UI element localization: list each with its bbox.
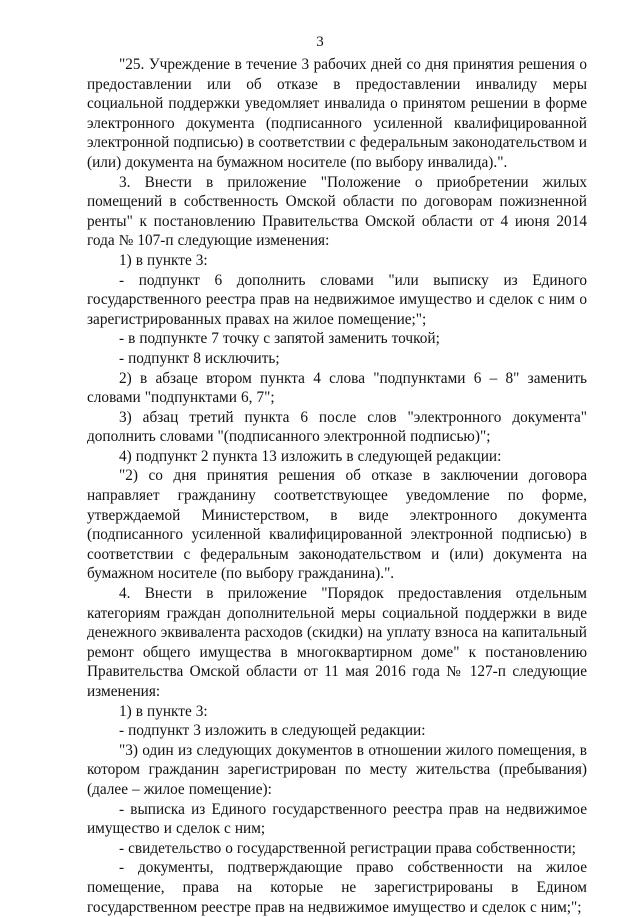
page-number: 3 <box>316 34 324 50</box>
paragraph-section-4-certificate: - свидетельство о государственной регистрации права собственности; <box>119 839 576 857</box>
paragraph-section-3-subpoint-8: - подпункт 8 исключить; <box>119 349 280 367</box>
paragraph-section-3-point-3: 3) абзац третий пункта 6 после слов "электронного документа" дополнить словами "(подписанного электронной подписью)"; <box>87 408 587 446</box>
paragraph-item-25-quote: "25. Учреждение в течение 3 рабочих дней со дня принятия решения о предоставлении или об отказе в предоставлении инвалиду меры социальной поддержки уведомляет инвалида о принятом решении в форме электронного документа (подписанного усиленной квалифицированной электронной подписью) в соответствии с федеральным законодательством и (или) документа на бумажном носителе (по выбору инвалида).". <box>87 56 587 171</box>
paragraph-section-4-intro: 4. Внести в приложение "Порядок предоставления отдельным категориям граждан дополнительной меры социальной поддержки в виде денежного эквивалента расходов (скидки) на уплату взноса на капитальный ремонт общего имущества в многоквартирном доме" к постановлению Правительства Омской области от 11 мая 2016 года № 127-п следующие изменения: <box>87 585 587 700</box>
paragraph-section-3-subpoint-7: - в подпункте 7 точку с запятой заменить точкой; <box>119 330 440 348</box>
paragraph-section-4-quote-3: "3) один из следующих документов в отношении жилого помещения, в котором гражданин зарегистрирован по месту жительства (пребывания) (далее – жилое помещение): <box>87 741 587 798</box>
paragraph-section-3-point-2: 2) в абзаце втором пункта 4 слова "подпунктами 6 – 8" заменить словами "подпунктами 6, 7"; <box>87 369 587 407</box>
paragraph-section-4-documents: - документы, подтверждающие право собственности на жилое помещение, права на которые не зарегистрированы в Едином государственном реестре прав на недвижимое имущество и сделок с ним;"; <box>87 859 587 916</box>
paragraph-section-3-point-4: 4) подпункт 2 пункта 13 изложить в следующей редакции: <box>119 447 502 465</box>
paragraph-section-4-subpoint-3: - подпункт 3 изложить в следующей редакции: <box>119 722 426 740</box>
paragraph-section-3-intro: 3. Внести в приложение "Положение о приобретении жилых помещений в собственность Омской области по договорам пожизненной ренты" к постановлению Правительства Омской области от 4 июня 2014 года № 107-п следующие изменения: <box>87 173 587 250</box>
paragraph-section-3-point-1: 1) в пункте 3: <box>119 251 208 269</box>
paragraph-section-3-quote-2: "2) со дня принятия решения об отказе в заключении договора направляет гражданину соответствующее уведомление по форме, утверждаемой Министерством, в виде электронного документа (подписанного усиленной квалифицированной электронной подписью) в соответствии с федеральным законодательством и (или) документа на бумажном носителе (по выбору гражданина).". <box>87 467 587 583</box>
paragraph-section-4-extract: - выписка из Единого государственного реестра прав на недвижимое имущество и сделок с ним; <box>87 800 587 838</box>
paragraph-section-4-point-1: 1) в пункте 3: <box>119 702 208 720</box>
paragraph-section-3-subpoint-6: - подпункт 6 дополнить словами "или выписку из Единого государственного реестра прав на недвижимое имущество и сделок с ним о зарегистрированных правах на жилое помещение;"; <box>87 271 587 328</box>
document-body <box>87 55 587 917</box>
